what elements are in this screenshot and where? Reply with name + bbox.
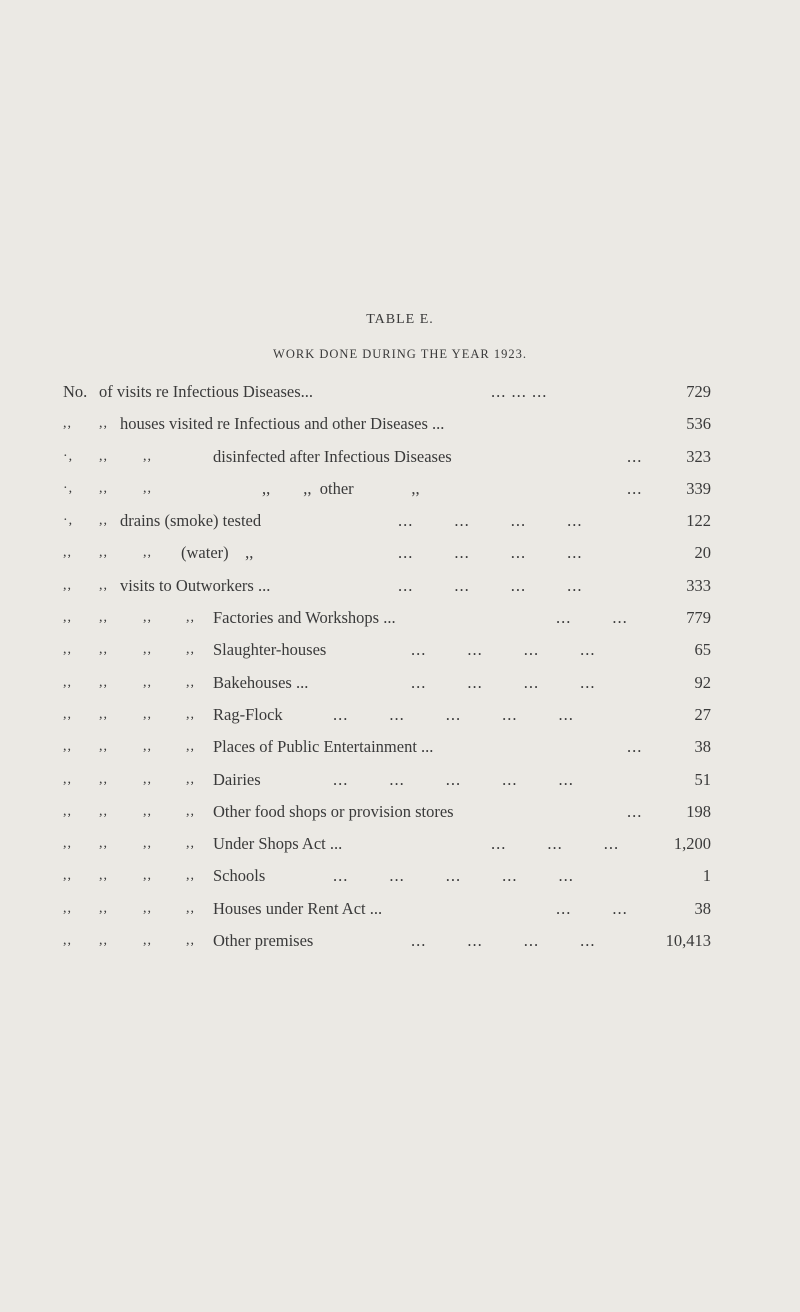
- ditto-mark: ,,: [186, 933, 195, 949]
- table-title: TABLE E.: [366, 312, 434, 327]
- table-row: [0, 381, 800, 413]
- row-leader: ... ... ...: [491, 834, 620, 854]
- row-value: 122: [686, 511, 711, 531]
- row-leader: ... ...: [556, 898, 628, 918]
- row-value: 20: [694, 543, 711, 563]
- ditto-mark: ,,: [99, 706, 108, 722]
- row-value: 51: [694, 769, 711, 789]
- row-label: Other food shops or provision stores: [213, 801, 454, 821]
- ditto-mark: ,,: [99, 610, 108, 626]
- row-leader: ... ... ...: [491, 382, 548, 401]
- ditto-mark: ,,: [99, 803, 108, 819]
- ditto-mark: ,,: [99, 513, 108, 529]
- ditto-mark: ,,: [99, 416, 108, 432]
- row-leader: ...: [627, 801, 643, 821]
- ditto-mark: ,,: [143, 771, 152, 787]
- row-value: 779: [686, 608, 711, 628]
- row-leader: ... ... ... ...: [411, 672, 596, 692]
- row-label: visits to Outworkers ...: [120, 575, 271, 595]
- ditto-mark: ,,: [99, 642, 108, 658]
- row-leader: ... ... ... ...: [411, 640, 596, 660]
- ditto-mark: ·,: [63, 448, 74, 464]
- row-value: 333: [686, 575, 711, 595]
- ditto-mark: ,,: [63, 545, 72, 561]
- ditto-mark: ,,: [143, 933, 152, 949]
- row-leader: ...: [627, 737, 643, 757]
- row-value: 38: [694, 898, 711, 918]
- ditto-mark: ,,: [63, 674, 72, 690]
- ditto-mark: ,,: [63, 577, 72, 593]
- row-value: 38: [694, 737, 711, 757]
- row-value: 323: [686, 446, 711, 466]
- ditto-mark: ,,: [143, 900, 152, 916]
- row-leader: ... ... ... ...: [398, 543, 583, 563]
- ditto-mark: ,,: [186, 739, 195, 755]
- ditto-mark: ,,: [186, 706, 195, 722]
- table-row: [0, 833, 800, 865]
- ditto-mark: ,,: [99, 448, 108, 464]
- row-label: Rag-Flock: [213, 704, 283, 724]
- table-row: [0, 930, 800, 962]
- row-label: Schools: [213, 866, 266, 886]
- table-row: [0, 898, 800, 930]
- ditto-mark: ,,: [99, 480, 108, 496]
- row-label: ,, ,, other ,,: [262, 478, 420, 498]
- table-subtitle: WORK DONE DURING THE YEAR 1923.: [273, 347, 527, 361]
- ditto-mark: ,,: [63, 933, 72, 949]
- table-row: [0, 672, 800, 704]
- row-label: drains (smoke) tested: [120, 511, 262, 531]
- row-lead: No.: [63, 382, 88, 401]
- table-row: [0, 736, 800, 768]
- ditto-mark: ,,: [63, 739, 72, 755]
- ditto-mark: ,,: [99, 771, 108, 787]
- ditto-mark: ,,: [99, 739, 108, 755]
- ditto-mark: ,,: [186, 771, 195, 787]
- table-row: [0, 478, 800, 510]
- row-leader: ... ...: [556, 608, 628, 628]
- ditto-mark: ,,: [186, 610, 195, 626]
- ditto-mark: ,,: [143, 545, 152, 561]
- row-label: Bakehouses ...: [213, 672, 309, 692]
- ditto-mark: ·,: [63, 480, 74, 496]
- row-leader: ... ... ... ...: [398, 575, 583, 595]
- row-label: of visits re Infectious Diseases...: [99, 382, 313, 401]
- ditto-mark: ,,: [63, 642, 72, 658]
- ditto-mark: ,,: [63, 706, 72, 722]
- ditto-mark: ,,: [186, 836, 195, 852]
- ditto-mark: ,,: [143, 610, 152, 626]
- row-leader: ... ... ... ... ...: [333, 866, 574, 886]
- row-value: 27: [694, 704, 711, 724]
- table-row: [0, 801, 800, 833]
- table-row: [0, 542, 800, 574]
- row-value: 536: [686, 414, 711, 434]
- ditto-mark: ,,: [99, 577, 108, 593]
- row-label: Dairies: [213, 769, 261, 789]
- ditto-mark: ,,: [99, 674, 108, 690]
- ditto-mark: ,,: [63, 868, 72, 884]
- ditto-mark: ,,: [63, 610, 72, 626]
- row-value: 1: [702, 866, 711, 886]
- table-row: [0, 865, 800, 897]
- ditto-mark: ,,: [186, 642, 195, 658]
- work-table: [0, 381, 800, 962]
- ditto-mark: ,,: [186, 900, 195, 916]
- row-leader: ...: [627, 446, 643, 466]
- ditto-mark: ,,: [63, 836, 72, 852]
- ditto-mark: ,,: [186, 674, 195, 690]
- row-value: 729: [686, 382, 711, 401]
- row-label: Slaughter-houses: [213, 640, 327, 660]
- ditto-mark: ,,: [186, 868, 195, 884]
- ditto-mark: ,,: [143, 868, 152, 884]
- table-row: [0, 607, 800, 639]
- ditto-mark: ,,: [63, 900, 72, 916]
- row-leader: ... ... ... ...: [398, 511, 583, 531]
- row-label: Other premises: [213, 931, 314, 951]
- ditto-mark: ,,: [63, 803, 72, 819]
- row-leader: ... ... ... ... ...: [333, 769, 574, 789]
- table-row: [0, 639, 800, 671]
- ditto-mark: ,,: [99, 900, 108, 916]
- row-value: 339: [686, 478, 711, 498]
- ditto-mark: ·,: [63, 513, 74, 529]
- ditto-mark: ,,: [186, 803, 195, 819]
- table-row: [0, 704, 800, 736]
- ditto-mark: ,,: [63, 771, 72, 787]
- row-value: 1,200: [673, 834, 711, 854]
- table-row: [0, 446, 800, 478]
- table-row: [0, 769, 800, 801]
- row-label: houses visited re Infectious and other Diseases ...: [120, 414, 445, 434]
- row-value: 65: [694, 640, 711, 660]
- ditto-mark: ,,: [63, 416, 72, 432]
- row-value: 198: [686, 801, 711, 821]
- table-row: [0, 575, 800, 607]
- table-row: [0, 510, 800, 542]
- ditto-mark: ,,: [143, 739, 152, 755]
- ditto-mark: ,,: [99, 836, 108, 852]
- row-value: 10,413: [665, 931, 711, 951]
- row-label: disinfected after Infectious Diseases: [213, 446, 452, 466]
- ditto-mark: ,,: [143, 706, 152, 722]
- row-leader: ...: [627, 478, 643, 498]
- row-leader: ... ... ... ... ...: [333, 704, 574, 724]
- ditto-mark: ,,: [143, 480, 152, 496]
- table-row: [0, 413, 800, 445]
- ditto-mark: ,,: [99, 868, 108, 884]
- ditto-mark: ,,: [143, 642, 152, 658]
- ditto-mark: ,,: [99, 545, 108, 561]
- row-label: Places of Public Entertainment ...: [213, 737, 434, 757]
- row-value: 92: [694, 672, 711, 692]
- ditto-mark: ,,: [99, 933, 108, 949]
- ditto-mark: ,,: [143, 836, 152, 852]
- row-label: Houses under Rent Act ...: [213, 898, 383, 918]
- row-leader: ... ... ... ...: [411, 931, 596, 951]
- ditto-mark: ,,: [143, 674, 152, 690]
- ditto-mark: ,,: [143, 448, 152, 464]
- row-label: (water) ,,: [181, 543, 254, 563]
- ditto-mark: ,,: [143, 803, 152, 819]
- row-label: Factories and Workshops ...: [213, 608, 396, 628]
- row-label: Under Shops Act ...: [213, 834, 343, 854]
